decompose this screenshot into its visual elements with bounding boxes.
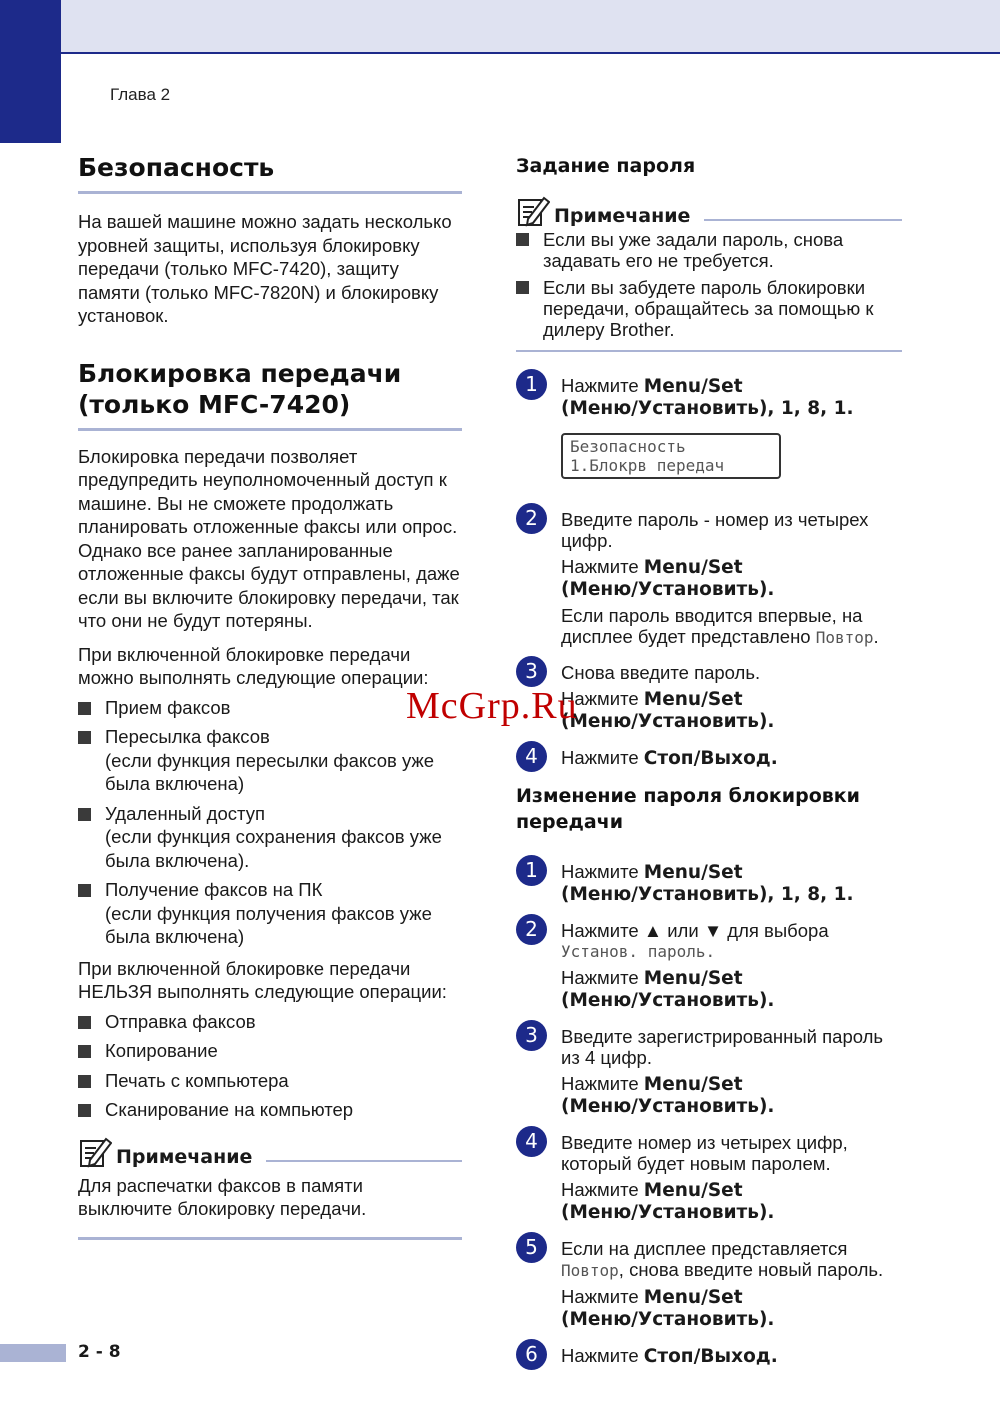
allowed-list: [78, 696, 462, 949]
change-step-3: 3 Введите зарегистрированный пароль из 4 цифр. Нажмите Menu/Set (Меню/Установить).: [516, 1026, 902, 1117]
step-number-icon: 3: [516, 1020, 547, 1051]
list-item: Пересылка факсов (если функция пересылки факсов уже была включена): [78, 725, 462, 796]
step-1: 1 Нажмите Menu/Set (Меню/Установить), 1, 8, 1. Безопасность 1.Блокрв передач: [516, 375, 902, 479]
step-number-icon: 5: [516, 1232, 547, 1263]
corner-accent: [0, 0, 61, 143]
step-number-icon: 2: [516, 503, 547, 534]
note-pencil-icon: [516, 195, 550, 227]
list-item: Прием факсов: [78, 696, 462, 720]
transmit-lock-heading: Блокировка передачи (только MFC-7420): [78, 358, 462, 431]
denied-list: [78, 1010, 462, 1122]
note-text: Для распечатки факсов в памяти выключите блокировку передачи.: [78, 1174, 367, 1219]
denied-intro: При включенной блокировке передачи НЕЛЬЗЯ выполнять следующие операции:: [78, 957, 447, 1002]
note-title: Примечание: [116, 1145, 253, 1168]
step-number-icon: 4: [516, 741, 547, 772]
step-4: 4 Нажмите Стоп/Выход.: [516, 747, 902, 769]
transmit-lock-desc: Блокировка передачи позволяет предупредить неуполномоченный доступ к машине. Вы не сможете продолжать планировать отложенные факсы или опрос. Однако все ранее запланированные отложенные факсы будут отправлены, даже если вы включите блокировку передачи, так что они не будут потеряны.: [78, 445, 460, 631]
list-item: Копирование: [78, 1039, 462, 1063]
step-number-icon: 4: [516, 1126, 547, 1157]
note-divider: [266, 1160, 462, 1162]
list-item: Отправка факсов: [78, 1010, 462, 1034]
step-number-icon: 2: [516, 914, 547, 945]
change-password-heading: Изменение пароля блокировки передачи: [516, 785, 860, 833]
step-3: 3 Снова введите пароль. Нажмите Menu/Set (Меню/Установить).: [516, 662, 902, 732]
lcd-display: Безопасность 1.Блокрв передач: [561, 433, 781, 479]
step-number-icon: 6: [516, 1339, 547, 1370]
list-item: Удаленный доступ (если функция сохранения факсов уже была включена).: [78, 802, 462, 873]
page-number: 2 - 8: [78, 1342, 121, 1362]
right-column: [516, 150, 902, 1367]
security-intro: На вашей машине можно задать несколько уровней защиты, используя блокировку передачи (только MFC-7420), защиту памяти (только MFC-7820N) и блокировку установок.: [78, 211, 452, 326]
security-heading: Безопасность: [78, 150, 462, 194]
note-divider: [704, 219, 902, 221]
step-number-icon: 1: [516, 369, 547, 400]
change-step-2: 2 Нажмите ▲ или ▼ для выбора Установ. пароль. Нажмите Menu/Set (Меню/Установить).: [516, 920, 902, 1011]
change-step-6: 6 Нажмите Стоп/Выход.: [516, 1345, 902, 1367]
note-title: Примечание: [554, 205, 691, 227]
step-number-icon: 1: [516, 855, 547, 886]
note-end-rule: [516, 350, 902, 352]
chapter-label: Глава 2: [110, 85, 171, 104]
note-pencil-icon: [78, 1136, 112, 1168]
note-header: [516, 195, 902, 227]
allowed-intro: При включенной блокировке передачи можно выполнять следующие операции:: [78, 643, 429, 688]
list-item: Печать с компьютера: [78, 1069, 462, 1093]
list-item: Сканирование на компьютер: [78, 1098, 462, 1122]
menu-set-key-ru: (Меню/Установить): [561, 398, 768, 419]
left-column: [78, 150, 462, 1240]
note-header: [78, 1136, 462, 1168]
list-item: Если вы уже задали пароль, снова задавать его не требуется.: [516, 229, 902, 271]
list-item: Получение факсов на ПК (если функция получения факсов уже была включена): [78, 878, 462, 949]
set-password-heading: Задание пароля: [516, 155, 696, 177]
note-end-rule: [78, 1237, 462, 1240]
list-item: Если вы забудете пароль блокировки передачи, обращайтесь за помощью к дилеру Brother.: [516, 277, 902, 340]
change-step-5: 5 Если на дисплее представляется Повтор, снова введите новый пароль. Нажмите Menu/Set (Меню/Установить).: [516, 1238, 902, 1330]
stop-exit-key: Стоп/Выход: [643, 748, 771, 769]
change-step-1: 1 Нажмите Menu/Set (Меню/Установить), 1, 8, 1.: [516, 861, 902, 905]
step-number-icon: 3: [516, 656, 547, 687]
menu-set-key: Menu/Set: [643, 376, 743, 397]
footer-band: [0, 1344, 66, 1362]
header-band: [0, 0, 1000, 54]
watermark: McGrp.Ru: [406, 685, 578, 727]
change-step-4: 4 Введите номер из четырех цифр, который будет новым паролем. Нажмите Menu/Set (Меню/Установить).: [516, 1132, 902, 1223]
step-2: 2 Введите пароль - номер из четырех цифр. Нажмите Menu/Set (Меню/Установить). Если пароль вводится впервые, на дисплее будет представлено Повтор.: [516, 509, 902, 648]
